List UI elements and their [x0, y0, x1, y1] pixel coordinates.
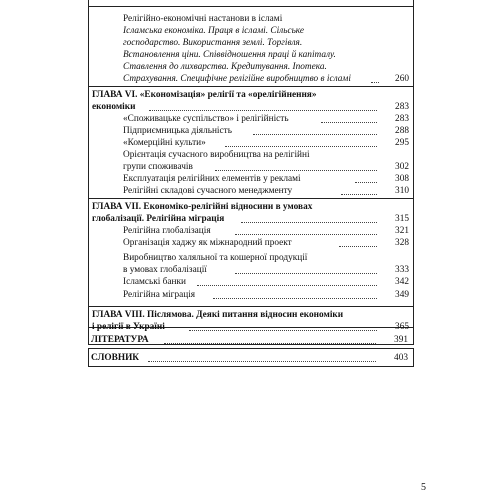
leader-dots	[355, 182, 377, 183]
toc-page-number: 260	[395, 74, 409, 84]
leader-dots	[339, 246, 377, 247]
chapter-title: ГЛАВА VI. «Економізація» релігії та «орелігійнення»	[92, 90, 317, 100]
toc-entry-title: Релігійна міграція	[123, 290, 196, 300]
toc-page-number: 283	[395, 102, 409, 112]
page-number: 5	[421, 482, 426, 493]
toc-entry-subline: Встановлення ціни. Співвідношення праці й капіталу.	[123, 50, 336, 60]
toc-entry-subline: Ісламська економіка. Праця в ісламі. Сільське	[123, 26, 305, 36]
toc-entry-title: «Комерційні культи»	[123, 138, 206, 148]
leader-dots	[241, 222, 377, 223]
section-divider	[89, 306, 413, 307]
toc-entry-title: Ісламські банки	[123, 277, 186, 287]
toc-page-number: 333	[395, 265, 409, 275]
toc-page-number: 295	[395, 138, 409, 148]
leader-dots	[189, 330, 377, 331]
chapter-title-cont: економіки	[92, 102, 136, 112]
toc-page-number: 365	[395, 322, 409, 332]
toc-page-number: 283	[395, 114, 409, 124]
toc-entry-subline: господарство. Використання землі. Торгівля.	[123, 38, 303, 48]
leader-dots	[164, 343, 376, 344]
toc-page-number: 308	[395, 174, 409, 184]
bibliography-title: ЛІТЕРАТУРА	[91, 335, 149, 345]
leader-dots	[321, 122, 377, 123]
toc-page-number: 315	[395, 214, 409, 224]
toc-page-number: 403	[394, 353, 408, 363]
toc-entry-title: «Споживацьке суспільство» і релігійність	[123, 114, 289, 124]
leader-dots	[341, 194, 377, 195]
toc-page-number: 321	[395, 226, 409, 236]
table-of-contents	[88, 0, 414, 345]
toc-page-number: 328	[395, 238, 409, 248]
chapter-title: ГЛАВА VII. Економіко-релігійні відносини в умовах	[92, 202, 313, 212]
chapter-title-cont: і релігії в Україні	[92, 322, 165, 332]
box-border-left	[88, 348, 89, 367]
chapter-title: ГЛАВА VIII. Післямова. Деякі питання відносин економіки	[92, 310, 344, 320]
toc-page-number: 391	[394, 335, 408, 345]
leader-dots	[253, 134, 377, 135]
chapter-title-cont: глобалізації. Релігійна міграція	[92, 214, 225, 224]
toc-entry-title: Релігійна глобалізація	[123, 226, 211, 236]
toc-entry-title: Виробництво халяльної та кошерної продукції	[123, 253, 308, 263]
toc-entry-title: Орієнтація сучасного виробництва на релігійні	[123, 150, 310, 160]
section-divider	[89, 198, 413, 199]
leader-dots	[225, 146, 377, 147]
toc-entry-title: Підприємницька діяльність	[123, 126, 232, 136]
section-divider	[89, 86, 413, 87]
toc-entry-title: Організація хаджу як міжнародний проект	[123, 238, 292, 248]
toc-entry-title: Експлуатація релігійних елементів у рекламі	[123, 174, 301, 184]
leader-dots	[215, 170, 377, 171]
toc-page-number: 310	[395, 186, 409, 196]
toc-entry-subline: Ставлення до лихварства. Кредитування. Іпотека.	[123, 62, 327, 72]
toc-entry-title-cont: групи споживачів	[123, 162, 193, 172]
toc-page-number: 349	[395, 290, 409, 300]
box-border-right	[413, 348, 414, 367]
leader-dots	[235, 234, 377, 235]
top-rule	[89, 6, 413, 7]
glossary-title: СЛОВНИК	[91, 353, 140, 363]
toc-page-number: 342	[395, 277, 409, 287]
bottom-rule	[88, 366, 414, 367]
toc-entry-title-cont: в умовах глобалізації	[123, 265, 207, 275]
leader-dots	[235, 273, 377, 274]
section-divider	[88, 348, 414, 349]
toc-entry-subline: Страхування. Специфічне релігійне виробництво в ісламі	[123, 74, 351, 84]
toc-page-number: 288	[395, 126, 409, 136]
leader-dots	[371, 82, 379, 83]
toc-page-number: 302	[395, 162, 409, 172]
leader-dots	[149, 110, 377, 111]
leader-dots	[213, 298, 377, 299]
toc-entry-title: Релігійні складові сучасного менеджменту	[123, 186, 293, 196]
leader-dots	[148, 361, 376, 362]
toc-entry-title: Релігійно-економічні настанови в ісламі	[123, 14, 283, 24]
leader-dots	[197, 285, 377, 286]
